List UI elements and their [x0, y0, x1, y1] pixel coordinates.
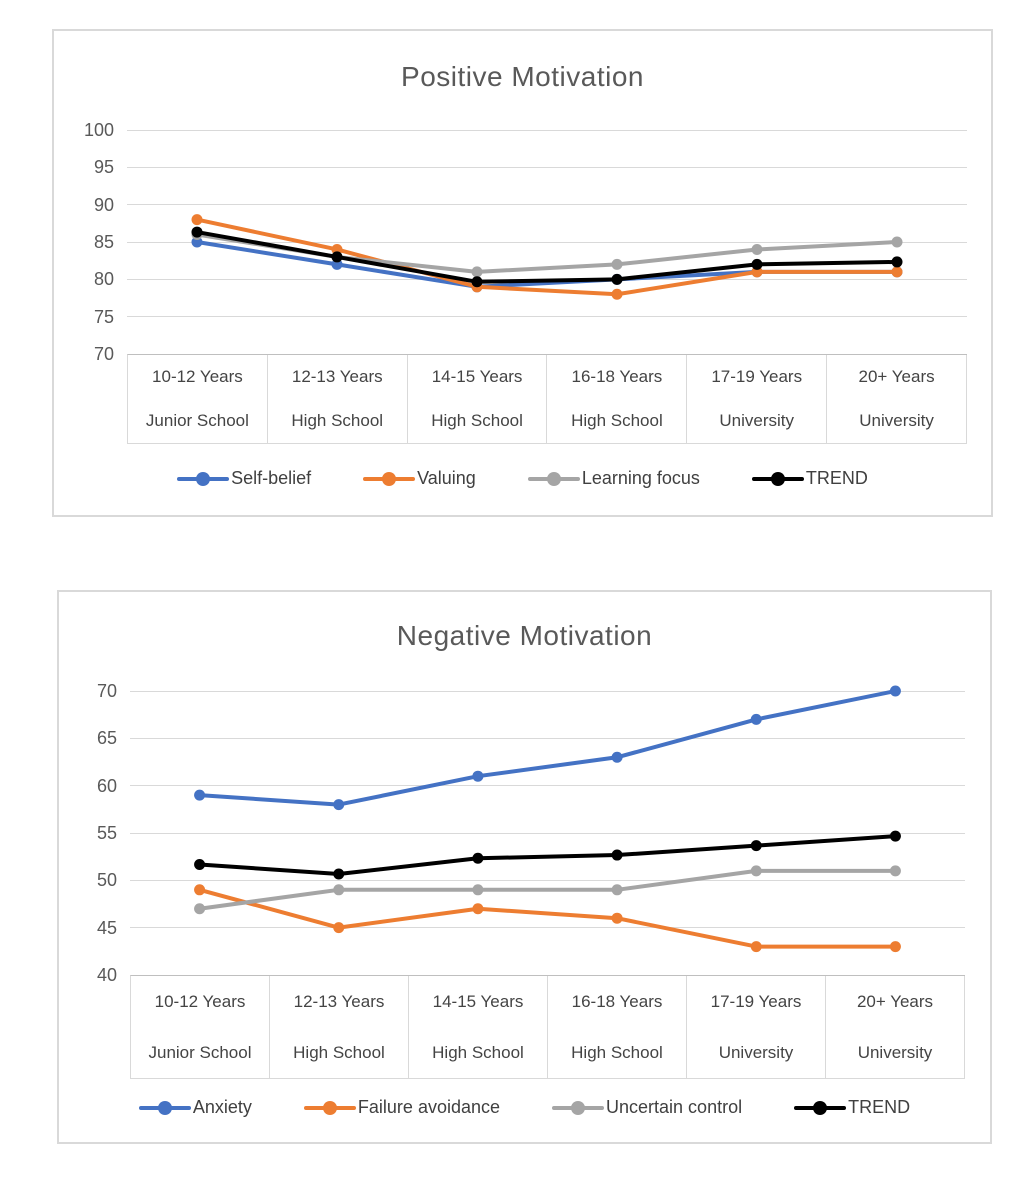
data-point-marker — [332, 251, 343, 262]
data-point-marker — [194, 859, 205, 870]
x-axis-category-label: Junior School — [148, 1042, 252, 1062]
data-point-marker — [333, 884, 344, 895]
data-point-marker — [751, 714, 762, 725]
data-point-marker — [892, 266, 903, 277]
data-point-marker — [472, 884, 483, 895]
x-axis-category-label: 10-12 Years — [152, 367, 243, 386]
x-axis-category-label: 17-19 Years — [711, 367, 803, 386]
y-axis-tick-label: 75 — [93, 306, 114, 327]
data-point-marker — [194, 884, 205, 895]
legend-label: Uncertain control — [606, 1097, 743, 1117]
x-axis-category-cell — [826, 976, 965, 1078]
x-axis-category-label: High School — [571, 1042, 663, 1062]
legend-line-marker-icon — [139, 1101, 191, 1115]
legend — [59, 1097, 990, 1118]
data-point-marker — [472, 903, 483, 914]
y-axis-tick-label: 100 — [83, 120, 114, 140]
chart-title: Positive Motivation — [401, 61, 644, 92]
x-axis-category-cell — [408, 355, 548, 443]
x-axis-category-cell — [827, 355, 967, 443]
legend-line-marker-icon — [363, 472, 415, 486]
legend-item-anxiety — [139, 1097, 252, 1118]
x-axis-category-label: 16-18 Years — [571, 367, 663, 386]
legend-line-marker-icon — [794, 1101, 846, 1115]
data-point-marker — [472, 771, 483, 782]
y-axis-tick-label: 80 — [93, 269, 114, 290]
legend-line-marker-icon — [552, 1101, 604, 1115]
chart-title: Negative Motivation — [396, 620, 653, 651]
legend-label: Anxiety — [192, 1097, 252, 1117]
legend-label: Self-belief — [231, 468, 312, 488]
y-axis-tick-label: 65 — [96, 728, 117, 749]
y-axis-tick-label: 90 — [93, 194, 114, 215]
data-point-marker — [612, 752, 623, 763]
x-axis-category-label: 17-19 Years — [710, 991, 802, 1011]
legend-label: TREND — [805, 468, 868, 488]
legend-item-trend — [794, 1097, 910, 1118]
data-point-marker — [194, 790, 205, 801]
legend-item-self-belief — [177, 468, 311, 489]
data-point-marker — [751, 840, 762, 851]
data-point-marker — [194, 903, 205, 914]
data-point-marker — [890, 686, 901, 697]
legend-item-learning-focus — [528, 468, 700, 489]
x-axis-category-label: 16-18 Years — [571, 991, 663, 1011]
y-axis-tick-label: 40 — [96, 965, 117, 985]
data-point-marker — [612, 259, 623, 270]
x-axis-category-label: University — [718, 1042, 794, 1062]
y-axis-tick-label: 95 — [93, 157, 114, 178]
x-axis-category-label: University — [859, 411, 934, 430]
chart-canvas — [130, 691, 965, 975]
x-axis-category-label: University — [719, 411, 795, 430]
y-axis-tick-label: 45 — [96, 917, 117, 938]
legend-line-marker-icon — [752, 472, 804, 486]
y-axis-tick-label: 60 — [96, 775, 117, 796]
data-point-marker — [612, 913, 623, 924]
data-point-marker — [890, 831, 901, 842]
legend-item-failure-avoidance — [304, 1097, 500, 1118]
y-axis-tick-label: 70 — [93, 344, 114, 364]
negative-motivation-chart — [57, 590, 992, 1144]
x-axis-category-cell — [268, 355, 408, 443]
x-axis-category-table — [130, 975, 965, 1079]
positive-motivation-chart — [52, 29, 993, 517]
data-point-marker — [890, 941, 901, 952]
legend-line-marker-icon — [177, 472, 229, 486]
data-point-marker — [333, 922, 344, 933]
x-axis-category-cell — [548, 976, 687, 1078]
legend-item-valuing — [363, 468, 476, 489]
x-axis-category-cell — [547, 355, 687, 443]
y-axis-tick-label: 50 — [96, 870, 117, 891]
data-point-marker — [472, 276, 483, 287]
data-point-marker — [333, 868, 344, 879]
x-axis-category-label: 14-15 Years — [432, 991, 524, 1011]
x-axis-category-label: University — [857, 1042, 933, 1062]
x-axis-category-label: High School — [432, 1042, 524, 1062]
x-axis-category-label: 12-13 Years — [293, 991, 385, 1011]
data-point-marker — [612, 884, 623, 895]
y-axis-tick-label: 55 — [96, 823, 117, 843]
data-point-marker — [612, 274, 623, 285]
x-axis-category-label: 14-15 Years — [431, 367, 523, 386]
data-point-marker — [890, 865, 901, 876]
data-point-marker — [612, 850, 623, 861]
plot-area — [83, 120, 967, 364]
x-axis-category-cell — [687, 355, 827, 443]
chart-canvas — [127, 130, 967, 354]
legend-label: Learning focus — [581, 468, 700, 488]
x-axis-category-label: 10-12 Years — [154, 991, 246, 1011]
data-point-marker — [751, 865, 762, 876]
x-axis-category-cell — [128, 355, 268, 443]
legend-label: Valuing — [417, 468, 476, 488]
data-point-marker — [892, 237, 903, 248]
plot-area — [96, 681, 965, 985]
legend — [54, 468, 991, 489]
data-point-marker — [333, 799, 344, 810]
x-axis-category-label: 20+ Years — [858, 367, 935, 386]
legend-line-marker-icon — [528, 472, 580, 486]
x-axis-category-label: 12-13 Years — [291, 367, 383, 386]
data-point-marker — [751, 941, 762, 952]
x-axis-category-cell — [687, 976, 826, 1078]
x-axis-category-label: High School — [293, 1042, 385, 1062]
x-axis-category-label: High School — [431, 411, 523, 430]
x-axis-category-cell — [131, 976, 270, 1078]
x-axis-category-label: 20+ Years — [856, 991, 934, 1011]
data-point-marker — [892, 256, 903, 267]
x-axis-category-cell — [270, 976, 409, 1078]
data-point-marker — [752, 259, 763, 270]
data-point-marker — [472, 266, 483, 277]
x-axis-category-table — [127, 354, 967, 444]
data-point-marker — [192, 227, 203, 238]
legend-item-uncertain-control — [552, 1097, 742, 1118]
legend-label: TREND — [848, 1097, 911, 1117]
series-anxiety — [194, 686, 901, 811]
y-axis-tick-label: 70 — [96, 681, 117, 701]
legend-item-trend — [752, 468, 868, 489]
data-point-marker — [192, 214, 203, 225]
data-point-marker — [752, 244, 763, 255]
legend-label: Failure avoidance — [357, 1097, 501, 1117]
data-point-marker — [472, 853, 483, 864]
x-axis-category-label: High School — [571, 411, 663, 430]
x-axis-category-label: High School — [291, 411, 384, 430]
legend-line-marker-icon — [304, 1101, 356, 1115]
x-axis-category-label: Junior School — [145, 411, 249, 430]
y-axis-tick-label: 85 — [93, 232, 114, 252]
x-axis-category-cell — [409, 976, 548, 1078]
data-point-marker — [612, 289, 623, 300]
